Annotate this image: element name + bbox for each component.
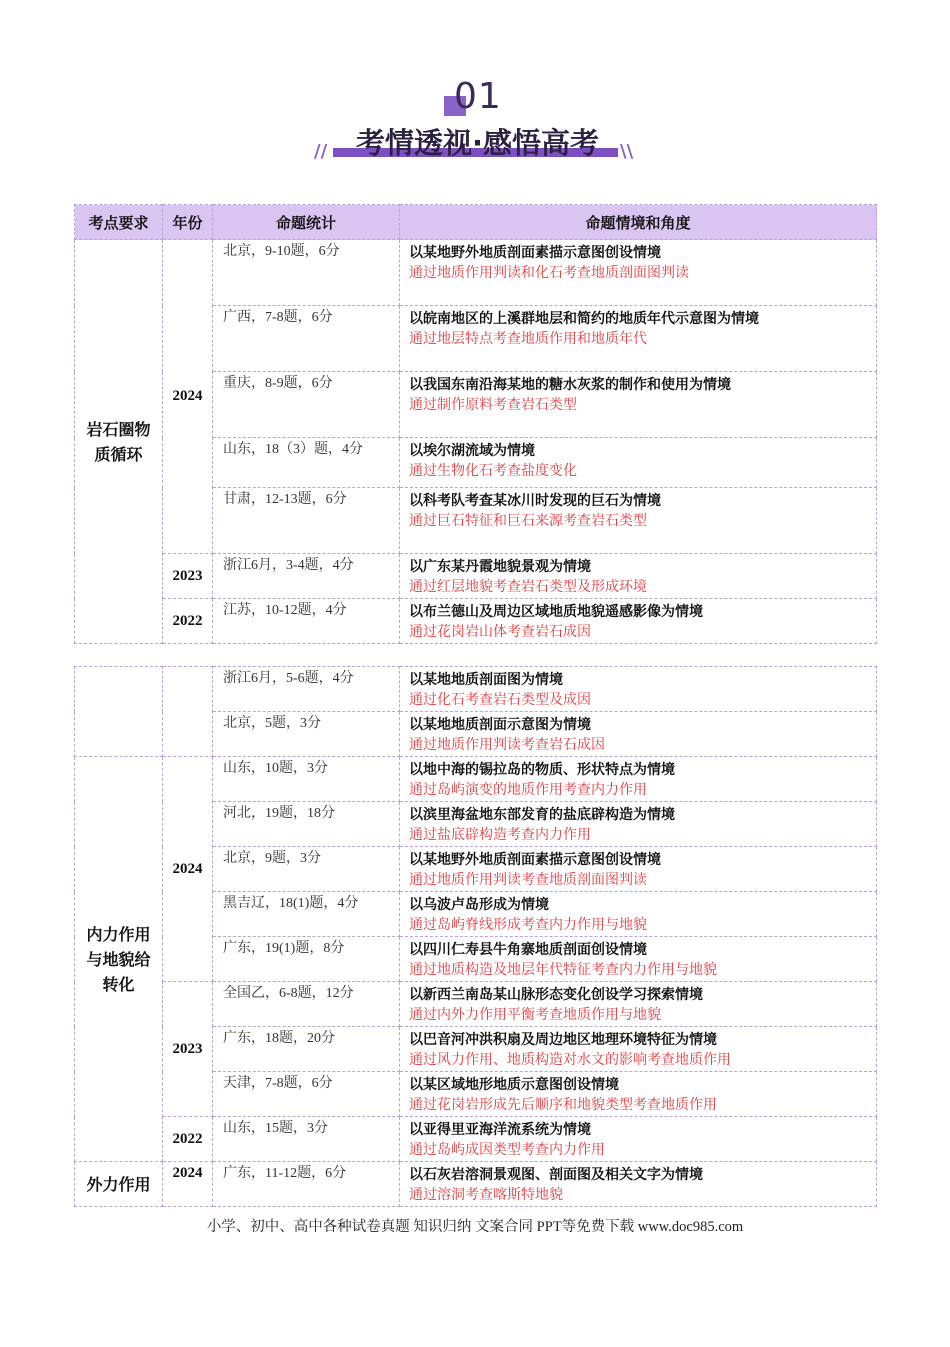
angle-text: 通过制作原料考查岩石类型: [409, 397, 577, 413]
stat-cell: 广西，7-8题，6分: [213, 306, 400, 372]
angle-text: 通过地质构造及地层年代特征考查内力作用与地貌: [409, 962, 717, 978]
section-header: [0, 0, 950, 170]
table-row: [75, 1162, 877, 1207]
col-header-statistics: 命题统计: [213, 205, 400, 240]
stat-cell: 全国乙，6-8题，12分: [213, 982, 400, 1027]
stat-cell: 黑吉辽，18(1)题，4分: [213, 892, 400, 937]
stat-cell: 重庆，8-9题，6分: [213, 372, 400, 438]
context-cell: [400, 937, 877, 982]
angle-text: 通过地质作用判读考查岩石成因: [409, 737, 605, 753]
table-row: [75, 982, 877, 1027]
section-title: 考情透视·感悟高考: [355, 126, 600, 160]
context-cell: [400, 1117, 877, 1162]
context-cell: [400, 599, 877, 644]
context-text: 以广东某丹霞地貌景观为情境: [409, 559, 591, 575]
context-cell: [400, 554, 877, 599]
angle-text: 通过地质作用判读和化石考查地质剖面图判读: [409, 265, 689, 281]
context-text: 以某地野外地质剖面素描示意图创设情境: [409, 245, 661, 261]
context-cell: [400, 892, 877, 937]
page-footer: 小学、初中、高中各种试卷真题 知识归纳 文案合同 PPT等免费下载 www.doc985.com: [206, 1219, 744, 1235]
stat-cell: 北京，9题，3分: [213, 847, 400, 892]
stat-cell: 山东，18（3）题，4分: [213, 438, 400, 488]
stat-cell: 山东，15题，3分: [213, 1117, 400, 1162]
category-cell-empty: [75, 667, 163, 757]
angle-text: 通过风力作用、地质构造对水文的影响考查地质作用: [409, 1052, 731, 1068]
angle-text: 通过内外力作用平衡考查地质作用与地貌: [409, 1007, 661, 1023]
angle-text: 通过溶洞考查喀斯特地貌: [409, 1187, 563, 1203]
angle-text: 通过花岗岩山体考查岩石成因: [409, 624, 591, 640]
table-row: [75, 240, 877, 306]
angle-text: 通过岛屿脊线形成考查内力作用与地貌: [409, 917, 647, 933]
table-row: [75, 667, 877, 712]
col-header-year: 年份: [163, 205, 213, 240]
exam-table-internal-forces: [74, 666, 877, 1207]
context-text: 以某地地质剖面示意图为情境: [409, 717, 591, 733]
table-row: [75, 554, 877, 599]
stat-cell: 广东，19(1)题，8分: [213, 937, 400, 982]
angle-text: 通过生物化石考查盐度变化: [409, 463, 577, 479]
angle-text: 通过岛屿演变的地质作用考查内力作用: [409, 782, 647, 798]
year-cell: 2024: [163, 240, 213, 554]
context-cell: [400, 1162, 877, 1207]
angle-text: 通过化石考查岩石类型及成因: [409, 692, 591, 708]
angle-text: 通过花岗岩形成先后顺序和地貌类型考查地质作用: [409, 1097, 717, 1113]
stat-cell: 天津，7-8题，6分: [213, 1072, 400, 1117]
context-cell: [400, 712, 877, 757]
context-cell: [400, 667, 877, 712]
context-text: 以滨里海盆地东部发育的盐底辟构造为情境: [409, 807, 675, 823]
category-label: 岩石圈物质循环: [86, 419, 151, 464]
col-header-requirement: 考点要求: [75, 205, 163, 240]
year-cell: 2023: [163, 982, 213, 1117]
year-cell: 2022: [163, 599, 213, 644]
context-text: 以某地地质剖面图为情境: [409, 672, 563, 688]
context-cell: [400, 802, 877, 847]
stat-cell: 浙江6月，3-4题，4分: [213, 554, 400, 599]
category-cell: [75, 240, 163, 644]
year-cell: 2023: [163, 554, 213, 599]
category-cell: [75, 757, 163, 1162]
stat-cell: 甘肃，12-13题，6分: [213, 488, 400, 554]
col-header-context: 命题情境和角度: [400, 205, 877, 240]
angle-text: 通过地层特点考查地质作用和地质年代: [409, 331, 647, 347]
table-header-row: [75, 205, 877, 240]
context-cell: [400, 847, 877, 892]
context-cell: [400, 372, 877, 438]
context-text: 以埃尔湖流域为情境: [409, 443, 535, 459]
angle-text: 通过地质作用判读考查地质剖面图判读: [409, 872, 647, 888]
context-text: 以某地野外地质剖面素描示意图创设情境: [409, 852, 661, 868]
context-cell: [400, 488, 877, 554]
stat-cell: 广东，18题，20分: [213, 1027, 400, 1072]
context-cell: [400, 757, 877, 802]
stat-cell: 浙江6月，5-6题，4分: [213, 667, 400, 712]
year-cell: 2024: [163, 757, 213, 982]
stat-cell: 北京，5题，3分: [213, 712, 400, 757]
slash-decoration-left: //: [314, 141, 328, 162]
table-row: [75, 1117, 877, 1162]
context-cell: [400, 306, 877, 372]
context-text: 以乌波卢岛形成为情境: [409, 897, 549, 913]
category-cell: 外力作用: [75, 1162, 163, 1207]
context-text: 以某区域地形地质示意图创设情境: [409, 1077, 619, 1093]
year-cell: 2024: [163, 1162, 213, 1207]
section-number: 01: [454, 76, 502, 117]
table-row: [75, 599, 877, 644]
context-text: 以巴音河冲洪积扇及周边地区地理环境特征为情境: [409, 1032, 717, 1048]
table-row: [75, 757, 877, 802]
stat-cell: 北京，9-10题，6分: [213, 240, 400, 306]
context-text: 以科考队考查某冰川时发现的巨石为情境: [409, 493, 661, 509]
stat-cell: 山东，10题，3分: [213, 757, 400, 802]
context-cell: [400, 1027, 877, 1072]
year-cell-empty: [163, 667, 213, 757]
stat-cell: 河北，19题，18分: [213, 802, 400, 847]
exam-table-rock-cycle: [74, 204, 877, 644]
context-cell: [400, 1072, 877, 1117]
stat-cell: 江苏，10-12题，4分: [213, 599, 400, 644]
context-text: 以皖南地区的上溪群地层和简约的地质年代示意图为情境: [409, 311, 759, 327]
context-text: 以我国东南沿海某地的糖水灰浆的制作和使用为情境: [409, 377, 731, 393]
category-label: 内力作用与地貌给转化: [86, 924, 151, 994]
context-text: 以地中海的锡拉岛的物质、形状特点为情境: [409, 762, 675, 778]
context-text: 以四川仁寿县牛角寨地质剖面创设情境: [409, 942, 647, 958]
year-cell: 2022: [163, 1117, 213, 1162]
context-cell: [400, 240, 877, 306]
angle-text: 通过盐底辟构造考查内力作用: [409, 827, 591, 843]
angle-text: 通过岛屿成因类型考查内力作用: [409, 1142, 605, 1158]
stat-cell: 广东，11-12题，6分: [213, 1162, 400, 1207]
angle-text: 通过巨石特征和巨石来源考查岩石类型: [409, 513, 647, 529]
context-cell: [400, 438, 877, 488]
slash-decoration-right: \\: [620, 141, 634, 162]
context-text: 以石灰岩溶洞景观图、剖面图及相关文字为情境: [409, 1167, 703, 1183]
context-text: 以布兰德山及周边区域地质地貌遥感影像为情境: [409, 604, 703, 620]
context-cell: [400, 982, 877, 1027]
context-text: 以亚得里亚海洋流系统为情境: [409, 1122, 591, 1138]
angle-text: 通过红层地貌考查岩石类型及形成环境: [409, 579, 647, 595]
context-text: 以新西兰南岛某山脉形态变化创设学习探索情境: [409, 987, 703, 1003]
